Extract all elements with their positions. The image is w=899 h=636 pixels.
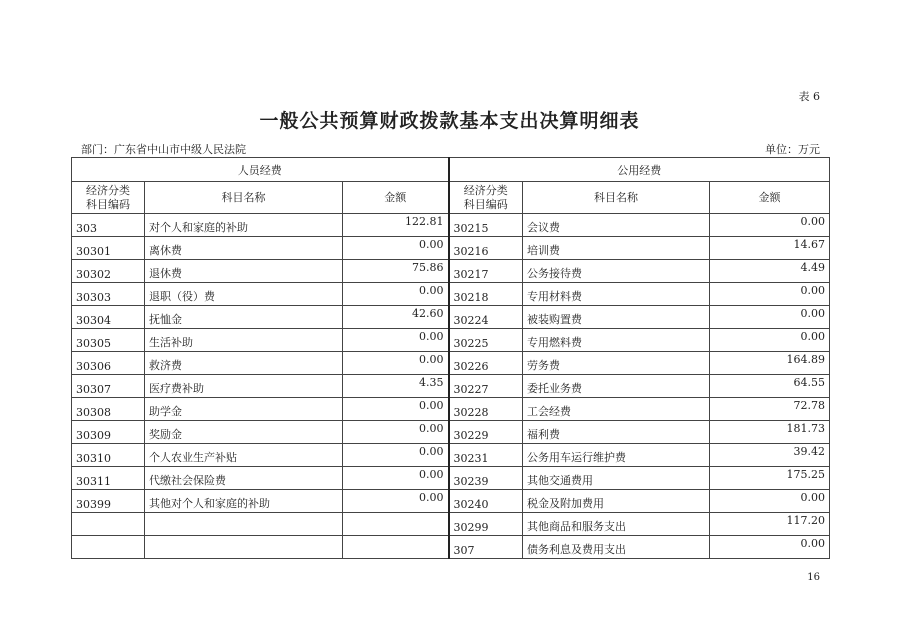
public-code-cell: 30225 xyxy=(449,329,523,352)
public-amount-cell: 0.00 xyxy=(710,490,830,513)
personnel-name-cell: 代缴社会保险费 xyxy=(145,467,343,490)
public-amount-cell: 0.00 xyxy=(710,329,830,352)
personnel-code-cell: 30305 xyxy=(72,329,145,352)
public-name-cell: 其他商品和服务支出 xyxy=(523,513,710,536)
personnel-amount-cell xyxy=(343,536,449,559)
table-row xyxy=(72,352,830,375)
personnel-code-cell xyxy=(72,513,145,536)
public-amount-cell: 175.25 xyxy=(710,467,830,490)
budget-detail-table xyxy=(71,157,830,559)
public-code-cell: 30227 xyxy=(449,375,523,398)
personnel-amount-cell: 42.60 xyxy=(343,306,449,329)
personnel-name-cell: 助学金 xyxy=(145,398,343,421)
personnel-code-cell: 303 xyxy=(72,214,145,237)
code-header-line1: 经济分类 xyxy=(463,183,508,197)
table-row xyxy=(72,214,830,237)
personnel-code-cell: 30303 xyxy=(72,283,145,306)
table-row xyxy=(72,421,830,444)
code-header-line1: 经济分类 xyxy=(86,183,130,197)
table-row xyxy=(72,444,830,467)
public-code-cell: 30229 xyxy=(449,421,523,444)
public-code-cell: 30240 xyxy=(449,490,523,513)
public-code-cell: 30299 xyxy=(449,513,523,536)
public-amount-cell: 14.67 xyxy=(710,237,830,260)
table-row xyxy=(72,329,830,352)
personnel-name-cell xyxy=(145,513,343,536)
personnel-name-cell: 抚恤金 xyxy=(145,306,343,329)
personnel-code-cell: 30308 xyxy=(72,398,145,421)
personnel-amount-cell: 0.00 xyxy=(343,398,449,421)
public-code-cell: 307 xyxy=(449,536,523,559)
public-name-cell: 被装购置费 xyxy=(523,306,710,329)
personnel-amount-cell: 0.00 xyxy=(343,490,449,513)
code-header-line2: 科目编码 xyxy=(463,197,508,211)
table-row xyxy=(72,536,830,559)
public-code-cell: 30231 xyxy=(449,444,523,467)
public-name-cell: 专用材料费 xyxy=(523,283,710,306)
personnel-name-cell: 离休费 xyxy=(145,237,343,260)
personnel-amount-cell: 4.35 xyxy=(343,375,449,398)
table-row xyxy=(72,283,830,306)
personnel-amount-cell: 0.00 xyxy=(343,444,449,467)
public-name-cell: 会议费 xyxy=(523,214,710,237)
public-amount-cell: 117.20 xyxy=(710,513,830,536)
public-amount-cell: 0.00 xyxy=(710,306,830,329)
table-row xyxy=(72,260,830,283)
table-row xyxy=(72,398,830,421)
table-row xyxy=(72,490,830,513)
personnel-code-cell: 30306 xyxy=(72,352,145,375)
personnel-code-cell: 30301 xyxy=(72,237,145,260)
code-header xyxy=(72,182,145,214)
table-row xyxy=(72,467,830,490)
public-name-cell: 其他交通费用 xyxy=(523,467,710,490)
public-name-cell: 税金及附加费用 xyxy=(523,490,710,513)
public-name-cell: 公务用车运行维护费 xyxy=(523,444,710,467)
public-amount-cell: 4.49 xyxy=(710,260,830,283)
public-amount-cell: 39.42 xyxy=(710,444,830,467)
personnel-name-cell: 医疗费补助 xyxy=(145,375,343,398)
personnel-code-cell xyxy=(72,536,145,559)
personnel-amount-cell: 0.00 xyxy=(343,352,449,375)
personnel-name-cell: 救济费 xyxy=(145,352,343,375)
public-code-cell: 30216 xyxy=(449,237,523,260)
personnel-amount-cell: 0.00 xyxy=(343,421,449,444)
unit-label: 单位：万元 xyxy=(765,143,820,156)
public-amount-cell: 164.89 xyxy=(710,352,830,375)
personnel-name-cell: 奖励金 xyxy=(145,421,343,444)
name-header: 科目名称 xyxy=(145,182,343,214)
personnel-amount-cell: 75.86 xyxy=(343,260,449,283)
personnel-amount-cell: 0.00 xyxy=(343,283,449,306)
personnel-name-cell: 退职（役）费 xyxy=(145,283,343,306)
page-number: 16 xyxy=(807,572,820,583)
public-amount-cell: 181.73 xyxy=(710,421,830,444)
public-name-cell: 公务接待费 xyxy=(523,260,710,283)
personnel-name-cell: 对个人和家庭的补助 xyxy=(145,214,343,237)
public-code-cell: 30217 xyxy=(449,260,523,283)
public-name-cell: 劳务费 xyxy=(523,352,710,375)
table-row xyxy=(72,237,830,260)
personnel-name-cell: 其他对个人和家庭的补助 xyxy=(145,490,343,513)
public-code-cell: 30239 xyxy=(449,467,523,490)
personnel-name-cell: 退休费 xyxy=(145,260,343,283)
public-amount-cell: 0.00 xyxy=(710,283,830,306)
personnel-name-cell: 个人农业生产补贴 xyxy=(145,444,343,467)
public-name-cell: 委托业务费 xyxy=(523,375,710,398)
public-code-cell: 30218 xyxy=(449,283,523,306)
personnel-group-header: 人员经费 xyxy=(72,158,449,182)
page-title: 一般公共预算财政拨款基本支出决算明细表 xyxy=(259,110,640,132)
name-header: 科目名称 xyxy=(523,182,710,214)
personnel-amount-cell xyxy=(343,513,449,536)
public-name-cell: 债务利息及费用支出 xyxy=(523,536,710,559)
personnel-name-cell: 生活补助 xyxy=(145,329,343,352)
public-code-cell: 30215 xyxy=(449,214,523,237)
personnel-code-cell: 30302 xyxy=(72,260,145,283)
personnel-code-cell: 30310 xyxy=(72,444,145,467)
personnel-code-cell: 30304 xyxy=(72,306,145,329)
personnel-code-cell: 30309 xyxy=(72,421,145,444)
table-number: 表 6 xyxy=(798,90,820,103)
code-header-line2: 科目编码 xyxy=(86,197,130,211)
personnel-name-cell xyxy=(145,536,343,559)
public-code-cell: 30226 xyxy=(449,352,523,375)
amount-header: 金额 xyxy=(343,182,449,214)
table-row xyxy=(72,306,830,329)
public-amount-cell: 64.55 xyxy=(710,375,830,398)
public-amount-cell: 72.78 xyxy=(710,398,830,421)
amount-header: 金额 xyxy=(710,182,830,214)
personnel-amount-cell: 0.00 xyxy=(343,329,449,352)
personnel-code-cell: 30311 xyxy=(72,467,145,490)
public-group-header: 公用经费 xyxy=(449,158,830,182)
personnel-amount-cell: 0.00 xyxy=(343,467,449,490)
table-row xyxy=(72,375,830,398)
public-name-cell: 培训费 xyxy=(523,237,710,260)
personnel-code-cell: 30399 xyxy=(72,490,145,513)
public-amount-cell: 0.00 xyxy=(710,214,830,237)
table-row xyxy=(72,513,830,536)
department-label: 部门：广东省中山市中级人民法院 xyxy=(81,143,246,156)
public-code-cell: 30224 xyxy=(449,306,523,329)
personnel-amount-cell: 0.00 xyxy=(343,237,449,260)
public-code-cell: 30228 xyxy=(449,398,523,421)
public-name-cell: 工会经费 xyxy=(523,398,710,421)
public-name-cell: 专用燃料费 xyxy=(523,329,710,352)
personnel-code-cell: 30307 xyxy=(72,375,145,398)
group-header-row xyxy=(72,158,830,182)
public-name-cell: 福利费 xyxy=(523,421,710,444)
code-header xyxy=(449,182,523,214)
personnel-amount-cell: 122.81 xyxy=(343,214,449,237)
column-header-row xyxy=(72,182,830,214)
public-amount-cell: 0.00 xyxy=(710,536,830,559)
